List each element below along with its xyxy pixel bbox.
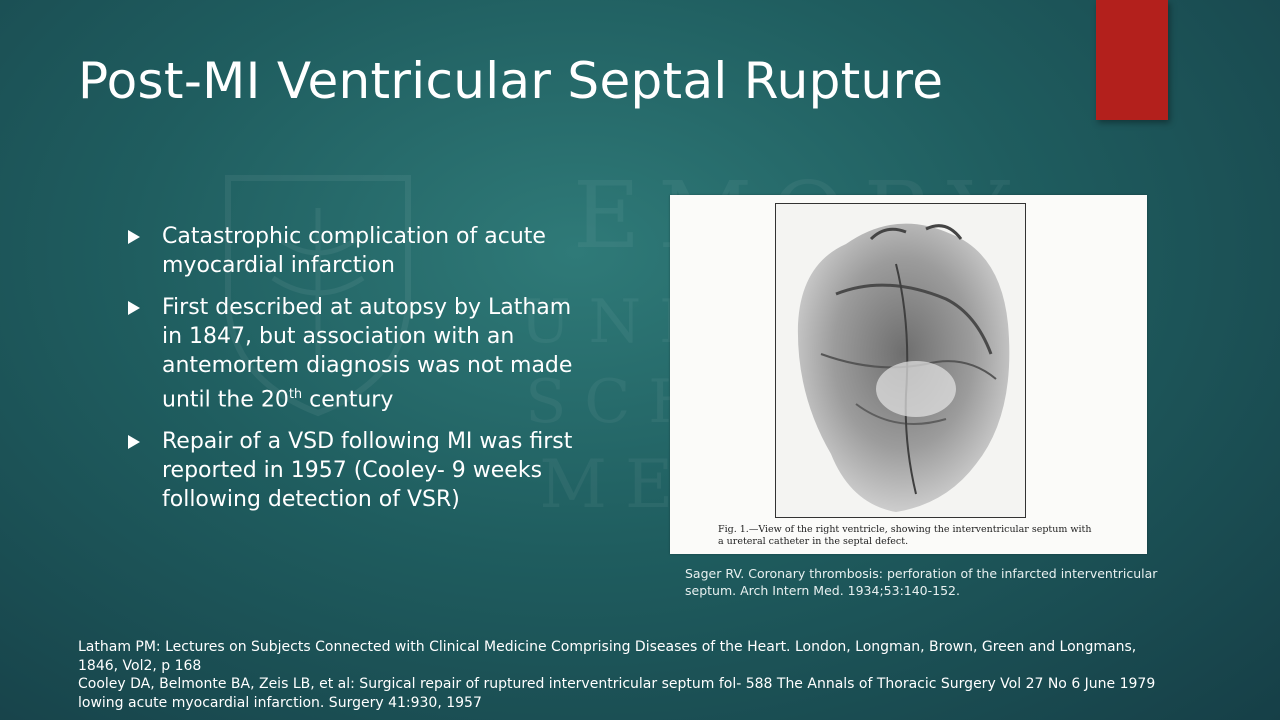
bullet-text: century	[302, 387, 394, 413]
figure-source-citation: Sager RV. Coronary thrombosis: perforation of the infarcted interventricular septum. Arch Intern Med. 1934;53:140-152.	[685, 566, 1158, 598]
bullet-item	[128, 427, 578, 514]
slide-title: Post-MI Ventricular Septal Rupture	[78, 52, 944, 110]
triangle-bullet-icon	[128, 435, 140, 449]
bullet-item	[128, 222, 578, 280]
red-accent-bar	[1096, 0, 1168, 120]
figure-caption: Fig. 1.—View of the right ventricle, showing the interventricular septum with a ureteral catheter in the septal defect.	[718, 524, 1092, 547]
bullet-item	[128, 293, 578, 414]
heart-specimen-image	[776, 204, 1025, 517]
triangle-bullet-icon	[128, 301, 140, 315]
heart-specimen-photo	[775, 203, 1026, 518]
references	[78, 638, 1178, 712]
reference-item: Cooley DA, Belmonte BA, Zeis LB, et al: Surgical repair of ruptured interventricular septum fol- 588 The Annals of Thoracic Surgery Vol 27 No 6 June 1979 lowing acute myocardial infarction. Surgery 41:930, 1957	[78, 676, 1156, 711]
heart-specimen-figure	[670, 195, 1147, 554]
bullet-text: First described at autopsy by Latham in 1847, but association with an antemortem diagnosis was not made until the 20	[162, 295, 573, 413]
bullet-text: Catastrophic complication of acute myocardial infarction	[162, 224, 546, 278]
bullet-list	[128, 222, 578, 527]
reference-item: Latham PM: Lectures on Subjects Connected with Clinical Medicine Comprising Diseases of the Heart. London, Longman, Brown, Green and Longmans, 1846, Vol2, p 168	[78, 639, 1137, 674]
bullet-superscript: th	[288, 387, 303, 402]
bullet-text: Repair of a VSD following MI was first reported in 1957 (Cooley- 9 weeks following detection of VSR)	[162, 429, 573, 513]
triangle-bullet-icon	[128, 230, 140, 244]
